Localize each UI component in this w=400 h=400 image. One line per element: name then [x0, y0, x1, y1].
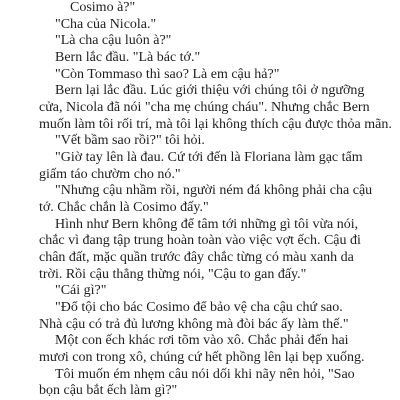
text-line-9: "Vết bầm sao rồi?" tôi hỏi.: [55, 133, 205, 149]
text-line-17: trời. Rồi cậu thẳng thừng nói, "Cậu to gan đấy.": [39, 266, 307, 282]
text-line-15: chắc vì đang tập trung hoàn toàn vào việc vợt ếch. Cậu đi: [39, 233, 361, 249]
text-line-5: "Còn Tommaso thì sao? Là em cậu hả?": [55, 66, 280, 82]
text-line-16: chân đất, mặc quần trước đây chắc từng có màu xanh da: [39, 250, 354, 265]
text-line-24: bọn cậu bắt ếch làm gì?": [39, 383, 178, 399]
text-line-20: Nhà cậu có trả đủ lương không mà đòi bác ấy làm thế.": [39, 316, 349, 332]
text-line-6: Bern lại lắc đầu. Lúc giới thiệu với chúng tôi ở ngưỡng: [55, 83, 365, 99]
text-line-22: mươi con trong xô, chúng cứ hết phồng lên lại bẹp xuống.: [39, 350, 365, 365]
text-line-19: "Đổ tội cho bác Cosimo để bảo vệ cha cậu chứ sao.: [55, 300, 343, 315]
text-line-14: Hình như Bern không để tâm tới những gì tôi vừa nói,: [55, 216, 359, 232]
text-line-23: Tôi muốn ém nhẹm câu nói dối khi nãy nên hỏi, "Sao: [55, 366, 355, 382]
text-line-3: "Là cha cậu luôn à?": [55, 33, 172, 49]
text-line-13: tớ. Chắc chắn là Cosimo đấy.": [39, 200, 209, 215]
text-line-4: Bern lắc đầu. "Là bác tớ.": [55, 50, 201, 65]
text-line-10: "Giờ tay lên là đau. Cứ tới đến là Floriana làm gạc tẩm: [55, 150, 363, 165]
text-line-12: "Nhưng cậu nhầm rồi, người ném đá không phải cha cậu: [55, 183, 373, 199]
text-line-18: "Cái gì?": [55, 283, 107, 299]
text-line-2: "Cha của Nicola.": [55, 16, 157, 32]
text-line-11: giấm táo chườm cho nó.": [39, 166, 181, 182]
text-line-7: cửa, Nicola đã nói "cha mẹ chúng cháu". Nhưng chắc Bern: [39, 100, 370, 115]
text-line-21: Một con ếch khác rơi tõm vào xô. Chắc phải đến hai: [55, 333, 349, 349]
text-line-8: muốn làm tôi rối trí, mà tôi lại không thích cậu được thỏa mãn.: [39, 116, 392, 132]
text-line-1: Cosimo à?": [70, 0, 136, 15]
